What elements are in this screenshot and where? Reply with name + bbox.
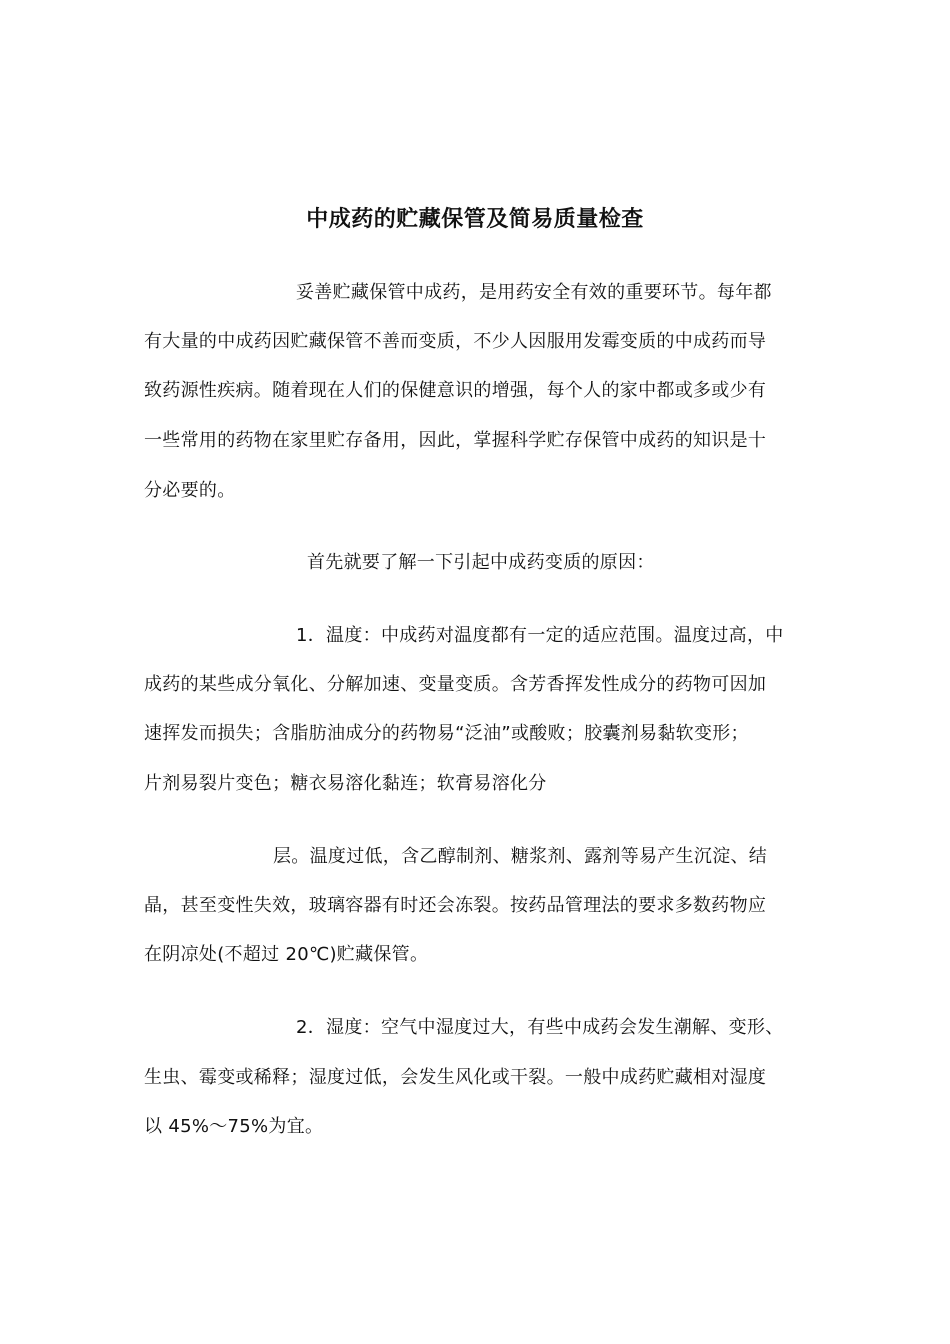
- paragraph-3-line-4: 片剂易裂片变色；糖衣易溶化黏连；软膏易溶化分: [144, 773, 547, 794]
- paragraph-4-line-1: 层。温度过低，含乙醇制剂、糖浆剂、露剂等易产生沉淀、结: [273, 846, 768, 867]
- paragraph-1-line-3: 致药源性疾病。随着现在人们的保健意识的增强，每个人的家中都或多或少有: [144, 380, 767, 401]
- paragraph-5-line-3: 以 45%～75%为宜。: [144, 1116, 324, 1137]
- paragraph-3-line-3: 速挥发而损失；含脂肪油成分的药物易“泛油”或酸败；胶囊剂易黏软变形；: [144, 723, 749, 744]
- paragraph-2-line-1: 首先就要了解一下引起中成药变质的原因：: [307, 552, 655, 573]
- paragraph-4-line-2: 晶，甚至变性失效，玻璃容器有时还会冻裂。按药品管理法的要求多数药物应: [144, 895, 767, 916]
- paragraph-4-line-3: 在阴凉处(不超过 20℃)贮藏保管。: [144, 944, 429, 965]
- paragraph-1-line-2: 有大量的中成药因贮藏保管不善而变质，不少人因服用发霉变质的中成药而导: [144, 331, 767, 352]
- paragraph-5-line-1: 2．湿度：空气中湿度过大，有些中成药会发生潮解、变形、: [296, 1017, 784, 1038]
- paragraph-3-line-2: 成药的某些成分氧化、分解加速、变量变质。含芳香挥发性成分的药物可因加: [144, 674, 767, 695]
- document-title: 中成药的贮藏保管及简易质量检查: [306, 207, 644, 232]
- paragraph-1-line-5: 分必要的。: [144, 480, 236, 501]
- paragraph-1-line-1: 妥善贮藏保管中成药，是用药安全有效的重要环节。每年都: [296, 282, 772, 303]
- paragraph-5-line-2: 生虫、霉变或稀释；湿度过低，会发生风化或干裂。一般中成药贮藏相对湿度: [144, 1067, 767, 1088]
- paragraph-1-line-4: 一些常用的药物在家里贮存备用，因此，掌握科学贮存保管中成药的知识是十: [144, 430, 767, 451]
- paragraph-3-line-1: 1．温度：中成药对温度都有一定的适应范围。温度过高，中: [296, 625, 784, 646]
